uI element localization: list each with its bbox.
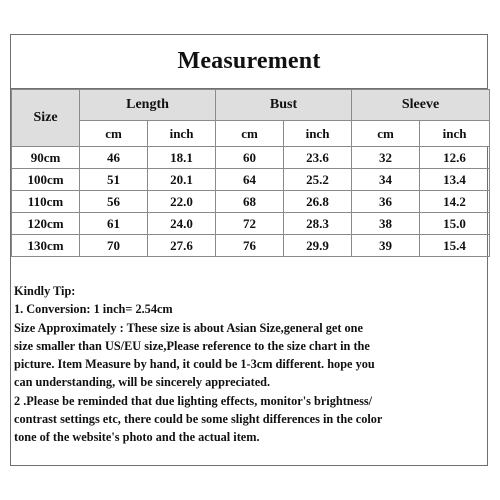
table-cell: 32	[352, 147, 420, 169]
unit-header: inch	[284, 121, 352, 147]
table-cell: 51	[80, 169, 148, 191]
table-row	[12, 235, 490, 257]
unit-header: cm	[216, 121, 284, 147]
table-cell: 60	[216, 147, 284, 169]
column-header-size: Size	[12, 90, 80, 147]
size-cell: 100cm	[12, 169, 80, 191]
tip-line: size smaller than US/EU size,Please reference to the size chart in the	[14, 338, 370, 353]
table-cell: 70	[80, 235, 148, 257]
table-cell: 61	[80, 213, 148, 235]
tip-line: contrast settings etc, there could be some slight differences in the color	[14, 412, 383, 427]
tip-line: picture. Item Measure by hand, it could be 1-3cm different. hope you	[14, 357, 375, 372]
tip-line: tone of the website's photo and the actual item.	[14, 430, 260, 445]
table-cell: 18.1	[148, 147, 216, 169]
chart-title: Measurement	[11, 35, 487, 89]
table-cell: 72	[216, 213, 284, 235]
column-group-sleeve: Sleeve	[352, 90, 490, 121]
unit-header: inch	[148, 121, 216, 147]
table-cell: 22.0	[148, 191, 216, 213]
size-cell: 90cm	[12, 147, 80, 169]
table-row	[12, 169, 490, 191]
table-cell: 24.0	[148, 213, 216, 235]
table-cell: 15.0	[420, 213, 490, 235]
table-cell: 25.2	[284, 169, 352, 191]
table-cell: 27.6	[148, 235, 216, 257]
table-cell: 20.1	[148, 169, 216, 191]
table-header-units	[12, 121, 490, 147]
unit-header: cm	[80, 121, 148, 147]
table-cell: 26.8	[284, 191, 352, 213]
column-group-length: Length	[80, 90, 216, 121]
table-cell: 76	[216, 235, 284, 257]
table-cell: 15.4	[420, 235, 490, 257]
table-cell: 46	[80, 147, 148, 169]
table-row	[12, 191, 490, 213]
table-cell: 13.4	[420, 169, 490, 191]
table-row	[12, 147, 490, 169]
column-group-bust: Bust	[216, 90, 352, 121]
size-table	[11, 89, 490, 257]
size-cell: 110cm	[12, 191, 80, 213]
measurement-chart	[10, 34, 488, 466]
table-cell: 36	[352, 191, 420, 213]
table-row	[12, 213, 490, 235]
unit-header: inch	[420, 121, 490, 147]
table-cell: 56	[80, 191, 148, 213]
table-cell: 12.6	[420, 147, 490, 169]
tip-line: can understanding, will be sincerely appreciated.	[14, 375, 271, 390]
table-cell: 28.3	[284, 213, 352, 235]
table-header-groups	[12, 90, 490, 121]
tip-line: Size Approximately : These size is about Asian Size,general get one	[14, 320, 363, 335]
table-cell: 38	[352, 213, 420, 235]
table-cell: 14.2	[420, 191, 490, 213]
unit-header: cm	[352, 121, 420, 147]
size-cell: 120cm	[12, 213, 80, 235]
table-cell: 29.9	[284, 235, 352, 257]
size-cell: 130cm	[12, 235, 80, 257]
table-cell: 39	[352, 235, 420, 257]
table-cell: 68	[216, 191, 284, 213]
table-cell: 23.6	[284, 147, 352, 169]
tips-heading: Kindly Tip:	[14, 284, 76, 298]
table-cell: 64	[216, 169, 284, 191]
table-cell: 34	[352, 169, 420, 191]
tip-line: 1. Conversion: 1 inch= 2.54cm	[14, 302, 173, 317]
tip-line: 2 .Please be reminded that due lighting effects, monitor's brightness/	[14, 393, 373, 408]
kindly-tips	[14, 282, 484, 447]
